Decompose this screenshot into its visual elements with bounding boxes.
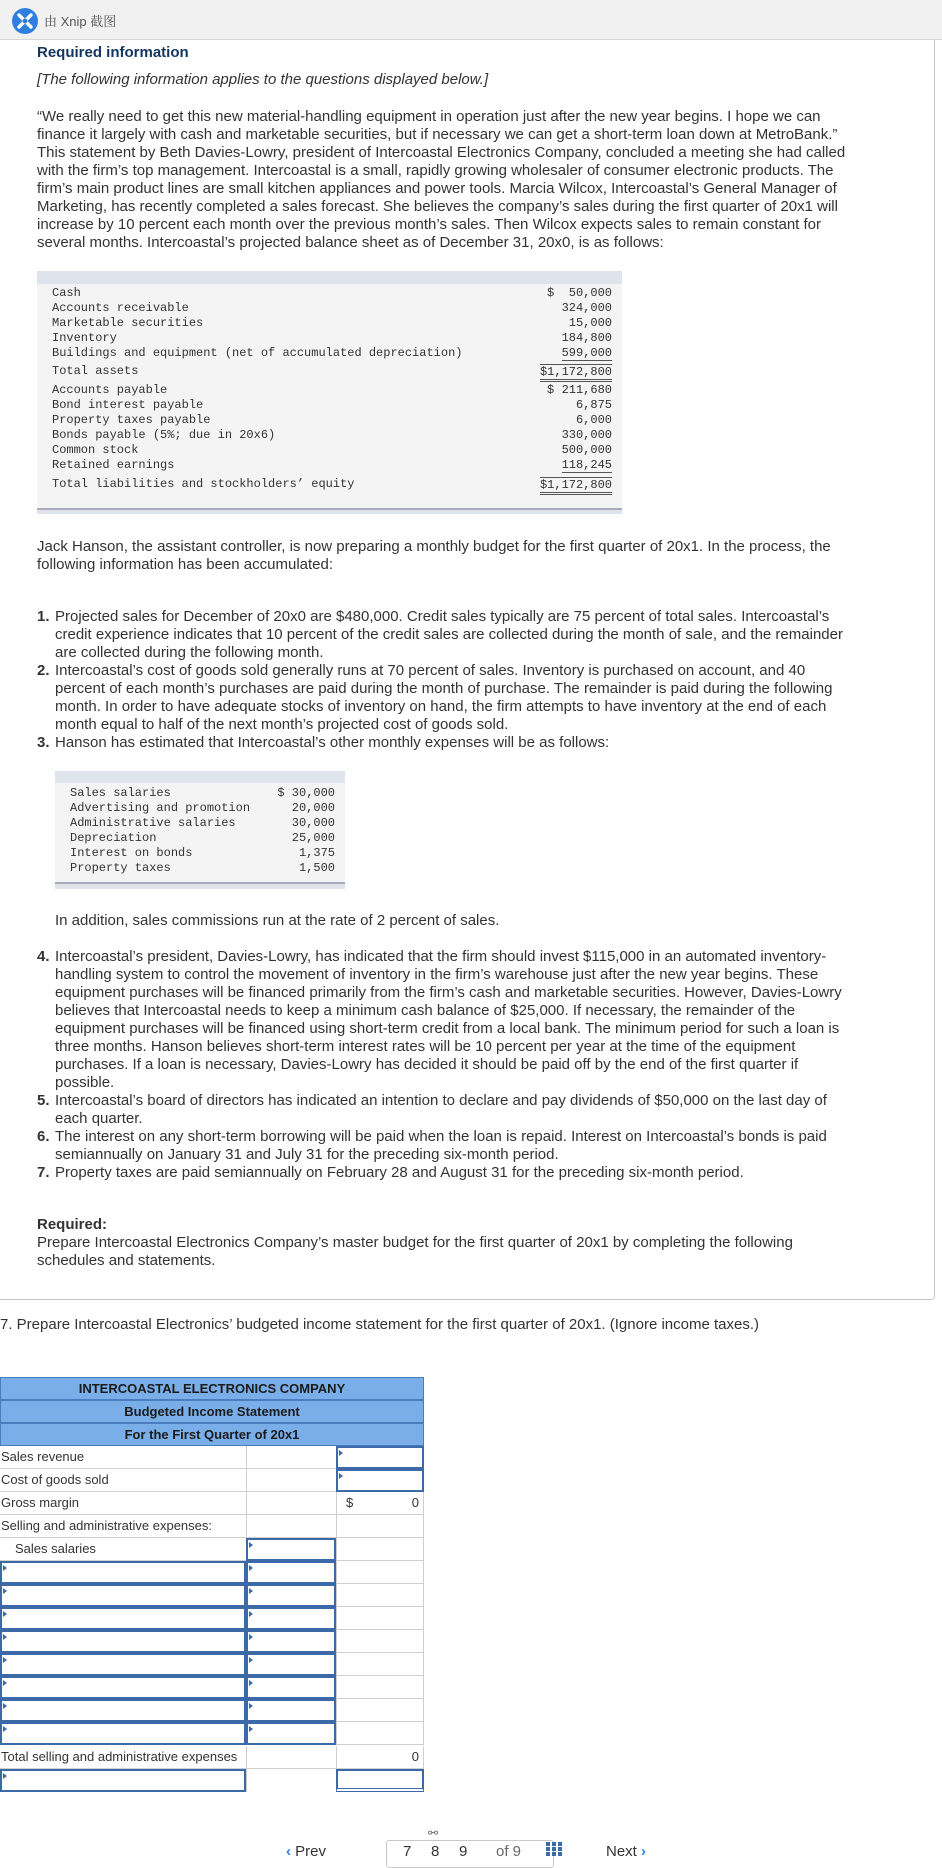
expense-label-input[interactable] (0, 1653, 246, 1676)
list-item-line: three months. Hanson believes short-term interest rates will be 10 percent per year at the time of the equipment (55, 1038, 796, 1055)
expense-label-input[interactable] (0, 1584, 246, 1607)
expense-label: Advertising and promotion (70, 801, 251, 815)
list-item-line: semiannually on January 31 and July 31 for the preceding six-month period. (55, 1146, 559, 1163)
commission-text: In addition, sales commissions run at the rate of 2 percent of sales. (55, 912, 500, 929)
balance-sheet-label: Buildings and equipment (net of accumulated depreciation) (52, 346, 463, 360)
text-line: firm’s main product lines are small kitchen appliances and power tools. Marcia Wilcox, Intercoastal’s General Manager of (37, 180, 837, 197)
balance-sheet-row (52, 428, 612, 443)
is-row-expense-input (0, 1722, 424, 1745)
list-item-line: equipment purchases will be financed primarily from the firm’s cash and marketable securities. However, Davies-Lowry (55, 984, 842, 1001)
is-statement-name: Budgeted Income Statement (0, 1400, 424, 1423)
list-item-line: purchases. If a loan is necessary, Davies-Lowry has decided it should be paid off by the end of the first quarter if (55, 1056, 799, 1073)
is-label-sales-revenue: Sales revenue (1, 1449, 85, 1464)
list-item-line: each quarter. (55, 1110, 143, 1127)
expense-row (70, 816, 340, 831)
is-row-sales-salaries (0, 1538, 424, 1561)
is-period: For the First Quarter of 20x1 (0, 1423, 424, 1446)
balance-sheet-label: Retained earnings (52, 458, 175, 472)
xnip-logo-icon[interactable] (12, 8, 38, 34)
list-item-line: credit experience indicates that 10 percent of the credit sales are collected during the month of sale, and the remainder (55, 626, 843, 643)
is-row-expense-input (0, 1561, 424, 1584)
page-7[interactable]: 7 (403, 1843, 412, 1860)
expense-value: 1,375 (298, 846, 335, 860)
expense-row (70, 786, 340, 801)
balance-sheet-label: Common stock (52, 443, 139, 457)
text-line: “We really need to get this new material-handling equipment in operation just after the new year begins. I hope we can (37, 108, 821, 125)
balance-sheet-label: Total liabilities and stockholders’ equity (52, 477, 355, 491)
balance-sheet-row (52, 398, 612, 413)
is-row-sga-header (0, 1515, 424, 1538)
text-line: increase by 10 percent each month over the previous month’s sales. Then Wilcox expects sales to remain constant for (37, 216, 822, 233)
text-line: finance it largely with cash and marketable securities, but if necessary we can get a short-term loan down at MetroBank.” (37, 126, 838, 143)
balance-sheet-value: 6,000 (575, 413, 612, 427)
gross-margin-dollar: $ (346, 1495, 354, 1510)
expense-amount-input[interactable] (246, 1653, 336, 1676)
expense-row (70, 831, 340, 846)
page-total: of 9 (496, 1843, 522, 1860)
text-line: several months. Intercoastal’s projected balance sheet as of December 31, 20x0, is as follows: (37, 234, 664, 251)
expense-value: 30,000 (291, 816, 335, 830)
expense-row (70, 861, 340, 876)
page-9[interactable]: 9 (459, 1843, 468, 1860)
list-item-line: The interest on any short-term borrowing will be paid when the loan is repaid. Interest on Intercoastal’s bonds is paid (55, 1128, 827, 1145)
is-label-sales-salaries: Sales salaries (15, 1541, 96, 1556)
expense-row (70, 846, 340, 861)
income-statement-table (0, 1377, 424, 1788)
expense-label: Administrative salaries (70, 816, 236, 830)
list-item (37, 1092, 905, 1128)
is-company-name: INTERCOASTAL ELECTRONICS COMPANY (0, 1377, 424, 1400)
balance-sheet-row (52, 316, 612, 331)
expense-amount-input[interactable] (246, 1722, 336, 1745)
required-text (37, 1234, 917, 1270)
is-row-expense-input (0, 1607, 424, 1630)
is-row-expense-input (0, 1653, 424, 1676)
next-button[interactable] (606, 1843, 646, 1860)
chevron-left-icon: ‹ (286, 1843, 291, 1860)
list-item (37, 662, 905, 734)
list-item-line: believes that Intercoastal needs to keep a minimum cash balance of $25,000. If necessary, the remainder of the (55, 1002, 796, 1019)
is-row-net-income (0, 1769, 424, 1792)
balance-sheet-row (52, 301, 612, 316)
list-item-line: Projected sales for December of 20x0 are $480,000. Credit sales typically are 75 percent of total sales. Intercoastal’s (55, 608, 830, 625)
balance-sheet-value: 50,000 (568, 286, 612, 300)
balance-sheet-value: 118,245 (561, 458, 612, 472)
grid-view-icon[interactable] (546, 1842, 564, 1856)
cogs-input[interactable] (336, 1469, 424, 1492)
next-label: Next (606, 1843, 637, 1860)
balance-sheet-row (52, 346, 612, 361)
is-row-expense-input (0, 1630, 424, 1653)
total-sga-value: 0 (336, 1746, 424, 1769)
required-info-subtitle: [The following information applies to the questions displayed below.] (37, 71, 489, 88)
expense-value: 25,000 (291, 831, 335, 845)
expense-label-input[interactable] (0, 1722, 246, 1745)
balance-sheet-row (52, 331, 612, 346)
expense-amount-input[interactable] (246, 1676, 336, 1699)
balance-sheet-dollar: $ (547, 286, 555, 300)
net-income-value-input[interactable] (336, 1769, 424, 1792)
expense-amount-input[interactable] (246, 1584, 336, 1607)
balance-sheet-row (52, 286, 612, 301)
expense-label: Interest on bonds (70, 846, 193, 860)
expense-row (70, 801, 340, 816)
balance-sheet-value: 500,000 (561, 443, 612, 457)
is-row-expense-input (0, 1699, 424, 1722)
app-titlebar (0, 0, 942, 40)
balance-sheet-value: 15,000 (568, 316, 612, 330)
text-line: Marketing, has recently completed a sales forecast. She believes the company’s sales during the first quarter of 20x1 will (37, 198, 838, 215)
balance-sheet-dollar: $ (547, 383, 555, 397)
is-row-cogs (0, 1469, 424, 1492)
expense-label-input[interactable] (0, 1607, 246, 1630)
expense-amount-input[interactable] (246, 1630, 336, 1653)
balance-sheet-value: $1,172,800 (540, 364, 612, 382)
balance-sheet-row (52, 458, 612, 473)
list-item-line: equipment purchases will be financed using short-term credit from a local bank. The minimum period for such a loan is (55, 1020, 840, 1037)
expense-amount-input[interactable] (246, 1699, 336, 1722)
balance-sheet-label: Accounts payable (52, 383, 168, 397)
balance-sheet-label: Total assets (52, 364, 139, 378)
is-row-expense-input (0, 1584, 424, 1607)
list-number: 7. (37, 1164, 50, 1181)
prev-label: Prev (295, 1843, 327, 1860)
text-line: Jack Hanson, the assistant controller, is now preparing a monthly budget for the first quarter of 20x1. In the process, the (37, 538, 831, 555)
expense-amount-input[interactable] (246, 1607, 336, 1630)
list-item (37, 608, 905, 662)
balance-sheet-label: Bonds payable (5%; due in 20x6) (52, 428, 276, 442)
expense-label: Sales salaries (70, 786, 171, 800)
balance-sheet-value: $1,172,800 (540, 477, 612, 495)
is-label-gross-margin: Gross margin (1, 1495, 80, 1510)
expense-value: 20,000 (291, 801, 335, 815)
list-number: 2. (37, 662, 50, 679)
chevron-right-icon: › (641, 1843, 647, 1860)
list-item-line: Hanson has estimated that Intercoastal’s other monthly expenses will be as follows: (55, 734, 610, 751)
intro-paragraph (37, 108, 917, 252)
expense-label: Property taxes (70, 861, 171, 875)
is-row-gross-margin (0, 1492, 424, 1515)
balance-sheet-label: Accounts receivable (52, 301, 189, 315)
pagination (0, 1826, 942, 1860)
expense-label-input[interactable] (0, 1630, 246, 1653)
expense-value: 1,500 (298, 861, 335, 875)
balance-sheet-label: Property taxes payable (52, 413, 211, 427)
list-number: 5. (37, 1092, 50, 1109)
gross-margin-value: 0 (336, 1492, 424, 1515)
text-line: schedules and statements. (37, 1252, 216, 1269)
expense-amount-input[interactable] (246, 1561, 336, 1584)
balance-sheet-label: Marketable securities (52, 316, 204, 330)
is-label-total-sga: Total selling and administrative expenses (1, 1749, 238, 1764)
expense-label-input[interactable] (0, 1561, 246, 1584)
expense-value: $ 30,000 (277, 786, 335, 800)
list-item-line: Property taxes are paid semiannually on February 28 and August 31 for the preceding six-month period. (55, 1164, 744, 1181)
balance-sheet-row (52, 383, 612, 398)
hanson-paragraph (37, 538, 917, 574)
is-label-sga-header: Selling and administrative expenses: (1, 1518, 213, 1533)
text-line: following information has been accumulated: (37, 556, 334, 573)
balance-sheet-value: 6,875 (575, 398, 612, 412)
list-item-line: Intercoastal’s board of directors has indicated an intention to declare and pay dividends of $50,000 on the last day of (55, 1092, 827, 1109)
list-item (37, 948, 905, 1092)
list-item-line: percent of each month’s purchases are paid during the month of purchase. The remainder is paid during the following (55, 680, 833, 697)
page-8[interactable]: 8 (431, 1843, 440, 1860)
list-item-line: month equal to half of the next month’s projected cost of goods sold. (55, 716, 509, 733)
balance-sheet-row (52, 364, 612, 379)
monthly-expenses-table (55, 771, 345, 889)
info-list-4-7 (37, 948, 905, 1182)
list-number: 3. (37, 734, 50, 751)
balance-sheet-value: 184,800 (561, 331, 612, 345)
text-line: Prepare Intercoastal Electronics Company’s master budget for the first quarter of 20x1 by completing the following (37, 1234, 793, 1251)
list-item-line: are collected during the following month. (55, 644, 324, 661)
app-title: 由 Xnip 截图 (44, 14, 117, 29)
info-list-1-3 (37, 608, 905, 752)
balance-sheet-row (52, 477, 612, 492)
list-number: 1. (37, 608, 50, 625)
balance-sheet-value: 324,000 (561, 301, 612, 315)
balance-sheet-label: Inventory (52, 331, 117, 345)
sales-salaries-input[interactable] (246, 1538, 336, 1561)
list-item-line: handling system to control the movement of inventory in the firm’s warehouse just after the new year begins. These (55, 966, 819, 983)
list-item-line: possible. (55, 1074, 115, 1091)
question-text: 7. Prepare Intercoastal Electronics’ budgeted income statement for the first quarter of 20x1. (Ignore income taxes.) (0, 1316, 759, 1333)
text-line: This statement by Beth Davies-Lowry, president of Intercoastal Electronics Company, concluded a meeting she had called (37, 144, 846, 161)
required-title: Required: (37, 1216, 108, 1233)
list-item-line: Intercoastal’s president, Davies-Lowry, has indicated that the firm should invest $115,000 in an automated inventory- (55, 948, 827, 965)
balance-sheet-label: Bond interest payable (52, 398, 204, 412)
balance-sheet-row (52, 443, 612, 458)
balance-sheet-value: 330,000 (561, 428, 612, 442)
list-number: 4. (37, 948, 50, 965)
list-item-line: Intercoastal’s cost of goods sold generally runs at 70 percent of sales. Inventory is purchased on account, and 40 (55, 662, 806, 679)
link-icon: ⚯ (428, 1826, 439, 1840)
sales-revenue-input[interactable] (336, 1446, 424, 1469)
is-row-total-sga (0, 1746, 424, 1769)
expense-label-input[interactable] (0, 1699, 246, 1722)
balance-sheet-table (37, 271, 622, 514)
list-item (37, 1128, 905, 1164)
balance-sheet-value: 211,680 (561, 383, 612, 397)
list-number: 6. (37, 1128, 50, 1145)
text-line: with the firm’s top management. Intercoastal is a small, rapidly growing wholesaler of consumer electronic products. The (37, 162, 834, 179)
balance-sheet-label: Cash (52, 286, 81, 300)
prev-button[interactable] (286, 1843, 326, 1860)
expense-label-input[interactable] (0, 1676, 246, 1699)
is-row-sales-revenue (0, 1446, 424, 1469)
expense-label: Depreciation (70, 831, 157, 845)
list-item (37, 1164, 905, 1182)
net-income-label-input[interactable] (0, 1769, 246, 1792)
balance-sheet-value: 599,000 (561, 346, 612, 360)
is-row-expense-input (0, 1676, 424, 1699)
list-item (37, 734, 905, 752)
is-label-cogs: Cost of goods sold (1, 1472, 109, 1487)
required-info-title: Required information (37, 44, 189, 61)
list-item-line: month. In order to have adequate stocks of inventory on hand, the firm attempts to have inventory at the end of each (55, 698, 827, 715)
balance-sheet-row (52, 413, 612, 428)
